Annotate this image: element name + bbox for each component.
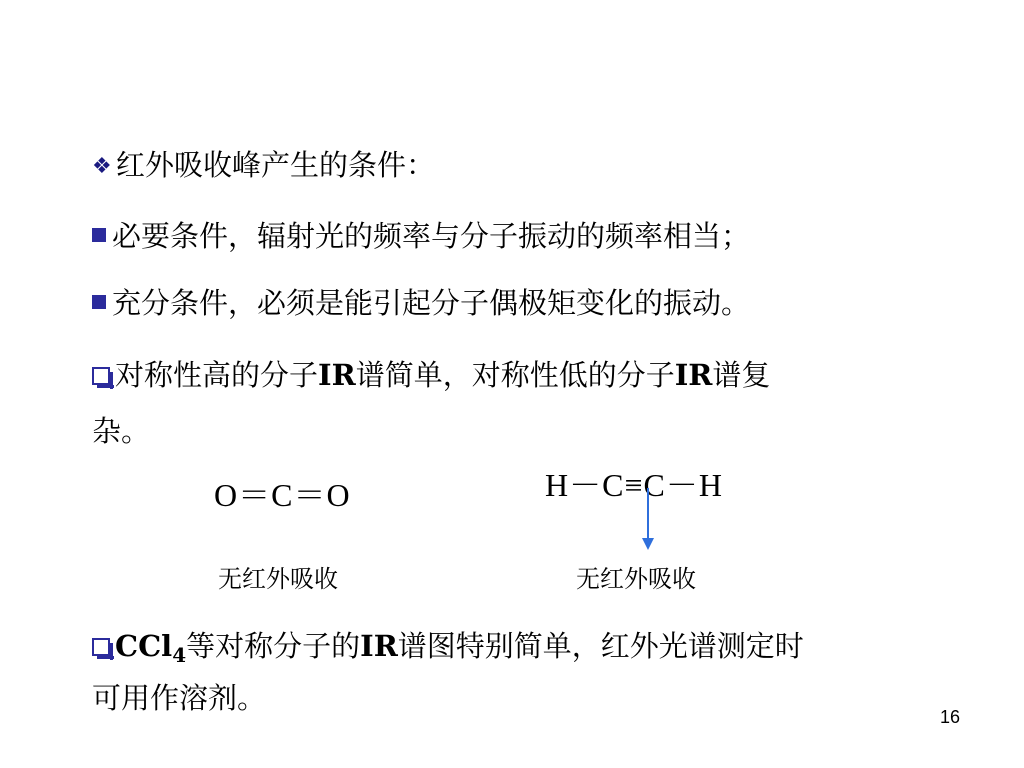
- square-bullet-icon: [92, 228, 106, 242]
- symmetry-text-2: 谱简单，对称性低的分子: [355, 358, 675, 392]
- symmetry-text-4: 杂。: [92, 414, 151, 448]
- sufficient-condition-text: 充分条件，必须是能引起分子偶极矩变化的振动。: [112, 286, 751, 320]
- symmetry-statement-cont: [92, 413, 150, 449]
- ir-label-1: IR: [318, 358, 356, 392]
- down-arrow-icon: [638, 488, 658, 552]
- ccl4-statement-cont: [92, 680, 266, 716]
- sufficient-condition: [92, 285, 750, 321]
- ccl4-statement: [92, 628, 804, 667]
- box-bullet-icon: [92, 638, 110, 656]
- diamond-bullet-icon: ❖: [92, 154, 112, 179]
- symmetry-statement: [92, 357, 770, 393]
- ccl4-text-2: 谱图特别简单，红外光谱测定时: [397, 629, 804, 663]
- ccl4-text-1: 等对称分子的: [186, 629, 361, 663]
- necessary-condition: [92, 218, 750, 254]
- page-number: 16: [939, 707, 960, 727]
- square-bullet-icon: [92, 295, 106, 309]
- ir-label-2: IR: [674, 358, 713, 392]
- box-bullet-icon: [92, 367, 110, 385]
- co2-caption: 无红外吸收: [218, 565, 338, 593]
- condition-heading-text: 红外吸收峰产生的条件：: [116, 148, 436, 182]
- ccl4-formula: CCl: [115, 629, 173, 663]
- symmetry-text-1: 对称性高的分子: [115, 358, 319, 392]
- symmetry-text-3: 谱复: [712, 358, 771, 392]
- co2-formula: O＝C＝O: [214, 477, 351, 513]
- condition-heading: [92, 147, 435, 185]
- acetylene-caption: 无红外吸收: [576, 565, 696, 593]
- ccl4-text-3: 可用作溶剂。: [92, 681, 267, 715]
- ccl4-subscript: 4: [172, 643, 187, 667]
- necessary-condition-text: 必要条件，辐射光的频率与分子振动的频率相当；: [112, 219, 751, 253]
- acetylene-formula: H－C≡C－H: [545, 467, 723, 503]
- ir-label-3: IR: [360, 629, 398, 663]
